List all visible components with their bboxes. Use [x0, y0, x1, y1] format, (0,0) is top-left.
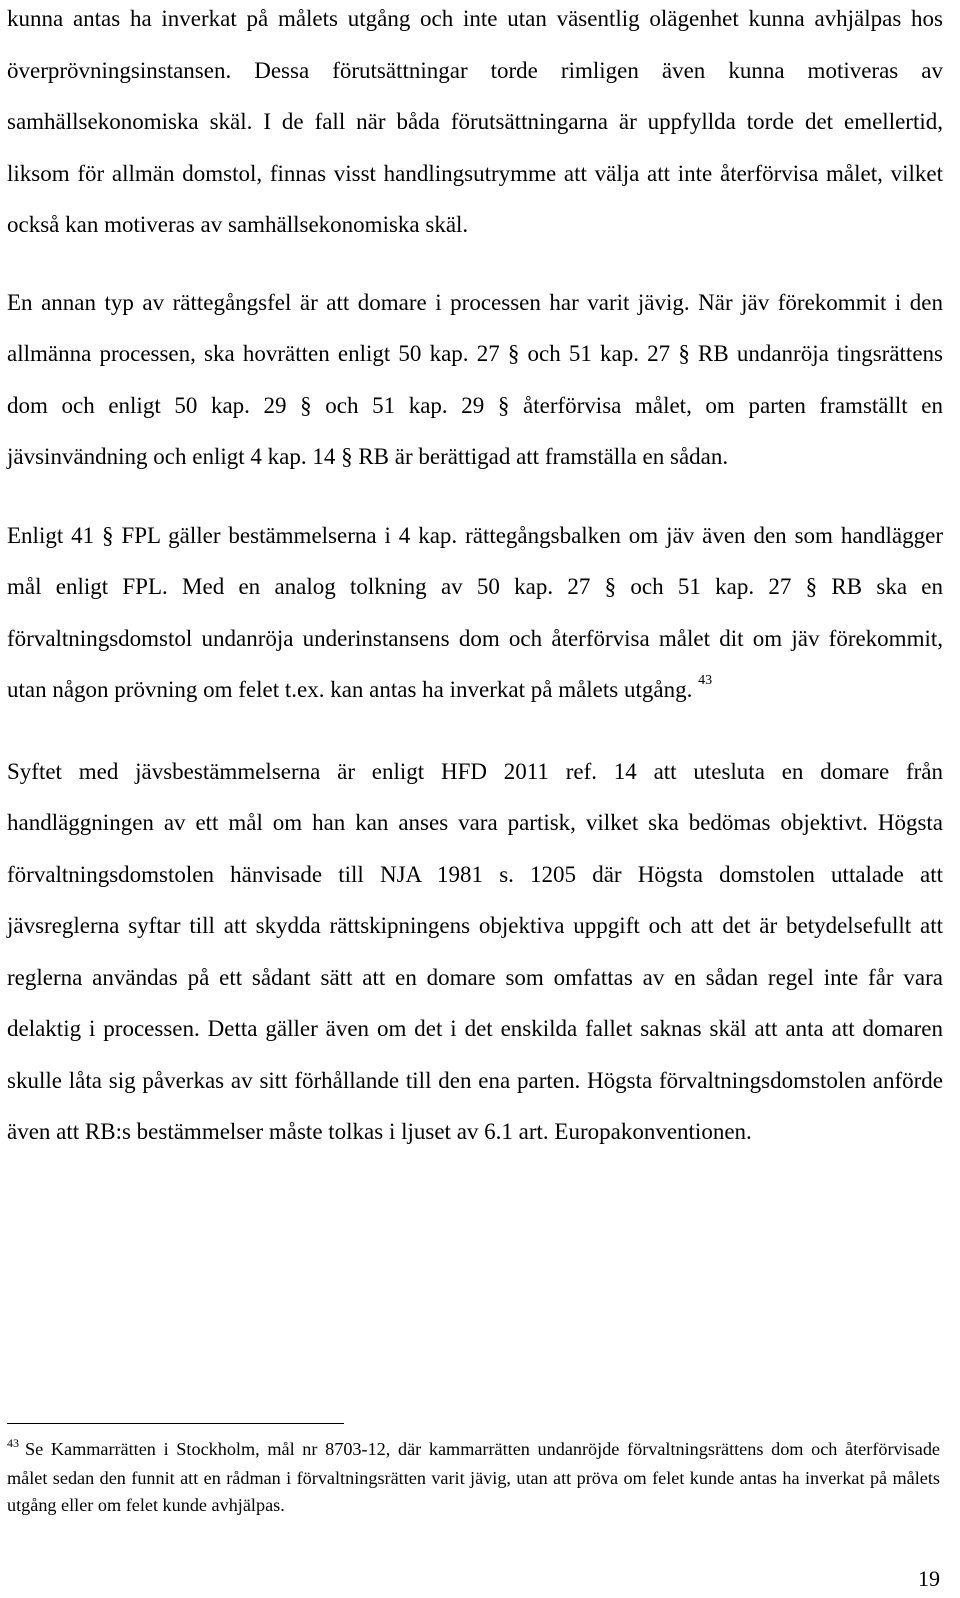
footnote-number: 43	[7, 1436, 19, 1450]
footnote-separator	[7, 1423, 344, 1424]
paragraph-4-text: Syftet med jävsbestämmelserna är enligt HFD 2011 ref. 14 att utesluta en domare från handläggningen av ett mål om han kan anses vara partisk, vilket ska bedömas objektivt. Högsta förvaltningsdomstolen hänvisade till NJA 1981 s. 1205 där Högsta domstolen uttalade att jävsreglerna syftar till att skydda rättskipningens objektiva uppgift och att det är betydelsefullt att reglerna användas på ett sådant sätt att en domare som omfattas av en sådan regel inte får vara delaktig i processen. Detta gäller även om det i det enskilda fallet saknas skäl att anta att domaren skulle låta sig påverkas av sitt förhållande till den ena parten. Högsta förvaltningsdomstolen anförde även att RB:s bestämmelser måste tolkas i ljuset av 6.1 art. Europakonventionen.	[7, 758, 943, 1144]
paragraph-3	[7, 510, 943, 720]
paragraph-1-text: kunna antas ha inverkat på målets utgång och inte utan väsentlig olägenhet kunna avhjälpas hos överprövningsinstansen. Dessa förutsättningar torde rimligen även kunna motiveras av samhällsekonomiska skäl. I de fall när båda förutsättningarna är uppfyllda torde det emellertid, liksom för allmän domstol, finnas visst handlingsutrymme att välja att inte återförvisa målet, vilket också kan motiveras av samhällsekonomiska skäl.	[7, 6, 943, 237]
paragraph-2-text: En annan typ av rättegångsfel är att domare i processen har varit jävig. När jäv förekommit i den allmänna processen, ska hovrätten enligt 50 kap. 27 § och 51 kap. 27 § RB undanröja tingsrättens dom och enligt 50 kap. 29 § och 51 kap. 29 § återförvisa målet, om parten framställt en jävsinvändning och enligt 4 kap. 14 § RB är berättigad att framställa en sådan.	[7, 289, 943, 469]
paragraph-3-text: Enligt 41 § FPL gäller bestämmelserna i 4 kap. rättegångsbalken om jäv även den som handlägger mål enligt FPL. Med en analog tolkning av 50 kap. 27 § och 51 kap. 27 § RB ska en förvaltningsdomstol undanröja underinstansens dom och återförvisa målet dit om jäv förekommit, utan någon prövning om felet t.ex. kan antas ha inverkat på målets utgång.	[7, 522, 943, 702]
footnote-text: Se Kammarrätten i Stockholm, mål nr 8703-12, där kammarrätten undanröjde förvaltningsrättens dom och återförvisade målet sedan den funnit att en rådman i förvaltningsrätten varit jävig, utan att pröva om felet kunde antas ha inverkat på målets utgång eller om felet kunde avhjälpas.	[7, 1439, 940, 1515]
footnote-reference[interactable]: 43	[698, 673, 713, 688]
footnote	[7, 1436, 940, 1519]
paragraph-1	[7, 0, 943, 251]
paragraph-2	[7, 277, 943, 483]
page-number: 19	[918, 1566, 940, 1591]
paragraph-4	[7, 746, 943, 1158]
document-body	[7, 0, 943, 1158]
